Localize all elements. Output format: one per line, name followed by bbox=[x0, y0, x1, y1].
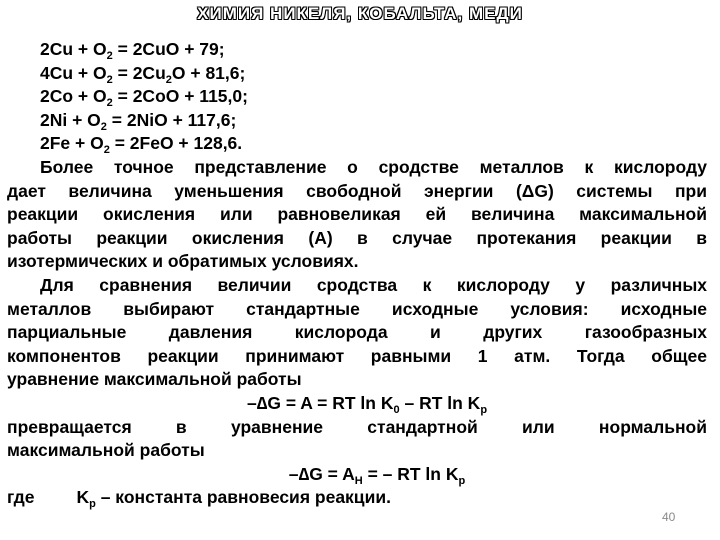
paragraph-free-energy bbox=[7, 156, 707, 274]
transition-line: превращается в уравнение стандартной или нормальной bbox=[7, 416, 707, 437]
paragraph-line: Для сравнения величии сродства к кислороду у различных bbox=[40, 274, 707, 295]
reaction-line: $4Cu + O_2 = 2Cu_2O + 81,6$; bbox=[40, 62, 246, 86]
page-number: 40 bbox=[662, 510, 676, 524]
paragraph-line: реакции окисления или равновеликая ей величина максимальной bbox=[7, 204, 707, 225]
equation-general: –∆G = A = RT $\ln K_0$ – RT $\ln K_p$ bbox=[246, 392, 488, 416]
slide-body bbox=[7, 38, 707, 510]
paragraph-standard-conditions bbox=[7, 274, 707, 392]
paragraph-line: работы реакции окисления (A) в случае протекания реакции в bbox=[7, 227, 707, 248]
reaction-line: $2Ni + O_2 = 2NiO + 117,6$; bbox=[40, 109, 237, 133]
reaction-line: $2Fe + O_2 = 2FeO + 128,6$. bbox=[40, 133, 243, 157]
max-work-line: максимальной работы bbox=[7, 440, 205, 461]
paragraph-line: металлов выбирают стандартные исходные условия: исходные bbox=[7, 298, 707, 319]
paragraph-line: парциальные давления кислорода и других газообразных bbox=[7, 322, 707, 343]
paragraph-line: изотермических и обратимых условиях. bbox=[7, 251, 359, 272]
definition-line: где $K_p$ – константа равновесия реакции. bbox=[7, 487, 391, 511]
equation-standard: $-\Delta G = A_H$ = – RT $\ln K_p$ bbox=[288, 463, 466, 487]
slide-title: ХИМИЯ НИКЕЛЯ, КОБАЛЬТА, МЕДИ bbox=[197, 4, 523, 23]
reaction-line: $2Co + O_2 = 2CoO + 115,0$; bbox=[40, 86, 248, 110]
paragraph-line: компонентов реакции принимают равными 1 атм. Тогда общее bbox=[7, 345, 707, 366]
paragraph-line: уравнение максимальной работы bbox=[7, 369, 302, 390]
reaction-list bbox=[7, 38, 707, 156]
paragraph-line: Более точное представление о сродстве металлов к кислороду bbox=[40, 156, 707, 177]
paragraph-line: дает величина уменьшения свободной энергии (ΔG) системы при bbox=[7, 180, 707, 201]
reaction-line: $2Cu + O_2 = 2CuO + 79$; bbox=[40, 39, 225, 62]
